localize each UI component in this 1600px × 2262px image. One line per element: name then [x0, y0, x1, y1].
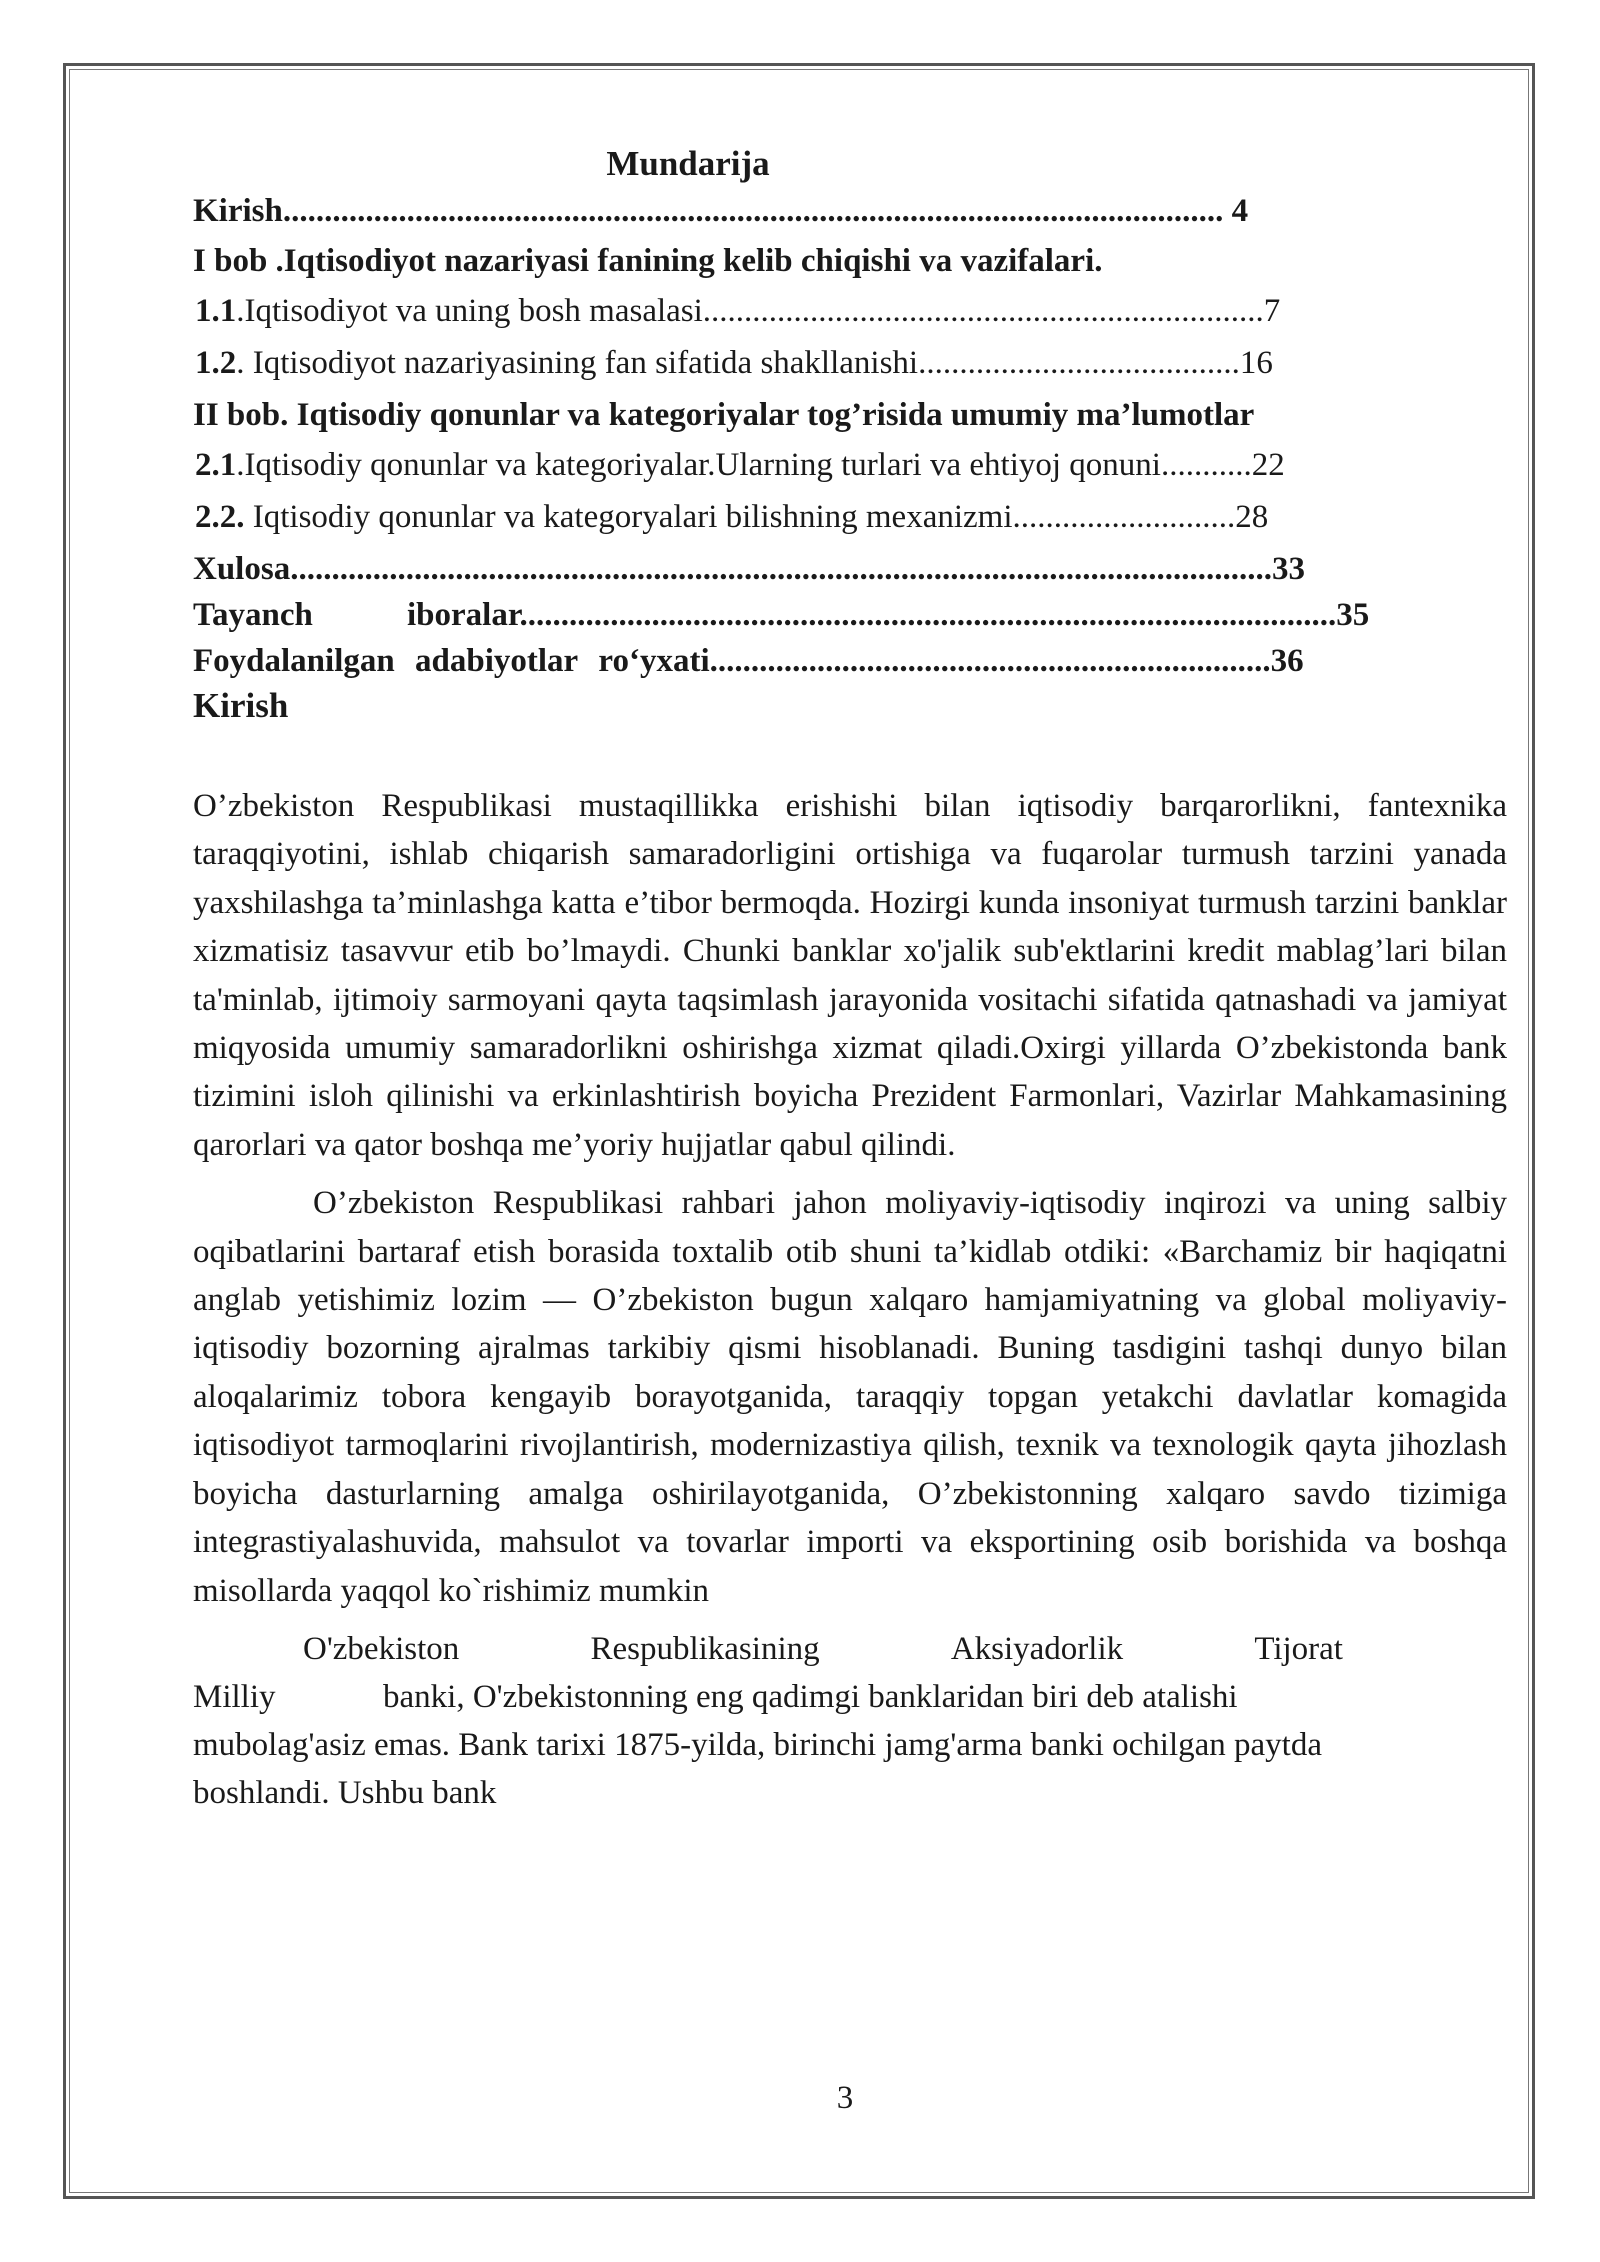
page-number: 3: [836, 2080, 854, 2116]
toc-number: 1.2: [195, 345, 237, 381]
toc-chapter-1: I bob .Iqtisodiyot nazariyasi fanining kelib chiqishi va vazifalari.: [193, 243, 1103, 279]
toc-word: Foydalanilgan: [193, 643, 395, 679]
toc-item-1-2: [195, 340, 1507, 386]
paragraph-2: O’zbekiston Respublikasi rahbari jahon moliyaviy-iqtisodiy inqirozi va uning salbiy oqibatlarini bartaraf etish borasida toxtalib otib shuni ta’kidlab otdiki: «Barchamiz bir haqiqatni anglab yetishimiz lozim — O’zbekiston bugun xalqaro hamjamiyatning va global moliyaviy-iqtisodiy bozorning ajralmas tarkibiy qismi hisoblanadi. Buning tasdigini tashqi dunyo bilan aloqalarimiz tobora kengayib borayotganida, taraqqiy topgan yetakchi davlatlar komagida iqtisodiyot tarmoqlarini rivojlantirish, modernizastiya qilish, texnik va texnologik qayta jihozlash boyicha dasturlarning amalga oshirilayotganida, O’zbekistonning xalqaro savdo tizimiga integrastiyalashuvida, mahsulot va tovarlar importi va eksportining osib borishida va boshqa misollarda yaqqol ko`rishimiz mumkin: [193, 1185, 1507, 1609]
toc-text: Iqtisodiy qonunlar va kategoryalari bilishning mexanizmi...........................28: [244, 499, 1269, 535]
paragraph-3-line-3: mubolag'asiz emas. Bank tarixi 1875-yilda, birinchi jamg'arma banki ochilgan paytda: [193, 1726, 1322, 1763]
toc-title: Mundarija: [606, 144, 770, 183]
toc-text: .Iqtisodiyot va uning bosh masalasi....................................................................7: [236, 293, 1281, 329]
paragraph-1: O’zbekiston Respublikasi mustaqillikka erishishi bilan iqtisodiy barqarorlikni, fantexnika taraqqiyotini, ishlab chiqarish samaradorligini ortishiga va fuqarolar turmush tarzini yanada yaxshilashga ta’minlashga katta e’tibor bermoqda. Hozirgi kunda insoniyat turmush tarzini banklar xizmatisiz tasavvur etib bo’lmaydi. Chunki banklar xo'jalik sub'ektlarini kredit mablag’lari bilan ta'minlab, ijtimoiy sarmoyani qayta taqsimlash jarayonida vositachi sifatida qatnashadi va jamiyat miqyosida umumiy samaradorlikni oshirishga xizmat qiladi.Oxirgi yillarda O’zbekistonda bank tizimini isloh qilinishi va erkinlashtirish boyicha Prezident Farmonlari, Vazirlar Mahkamasining qarorlari va qator boshqa me’yoriy hujjatlar qabul qilindi.: [193, 788, 1507, 1163]
toc-chapter-2: II bob. Iqtisodiy qonunlar va kategoriyalar tog’risida umumiy ma’lumotlar: [193, 397, 1255, 433]
toc-item-tayanch-iboralar: [193, 592, 1507, 638]
word: Aksiyadorlik: [950, 1630, 1124, 1667]
word: O'zbekiston: [303, 1630, 460, 1667]
paragraph-3-line-1: [193, 1625, 1343, 1673]
toc-text: ro‘yxati....................................................................36: [598, 643, 1304, 679]
text: banki, O'zbekistonning eng qadimgi banklaridan biri deb atalishi: [383, 1678, 1238, 1715]
toc-item-2-1: [195, 442, 1507, 488]
toc-item-1-1: [195, 288, 1507, 334]
word: Respublikasining: [590, 1630, 820, 1667]
toc-item-2-2: [195, 494, 1507, 540]
toc-text: .Iqtisodiy qonunlar va kategoriyalar.Ularning turlari va ehtiyoj qonuni...........22: [236, 447, 1285, 483]
toc-word: Tayanch: [193, 597, 313, 633]
toc-item-foydalanilgan-adabiyotlar: [193, 638, 1507, 684]
kirish-heading: Kirish: [193, 686, 289, 725]
word: Milliy: [193, 1678, 276, 1715]
page-content: [193, 140, 1507, 1817]
toc-number: 2.1: [195, 447, 237, 483]
paragraph-3-line-4: boshlandi. Ushbu bank: [193, 1774, 497, 1811]
toc-text: . Iqtisodiyot nazariyasining fan sifatida shakllanishi.......................................16: [236, 345, 1273, 381]
word: Tijorat: [1254, 1630, 1343, 1667]
toc-number: 2.2.: [195, 499, 245, 535]
toc-text: iboralar...................................................................................................35: [407, 597, 1370, 633]
toc-number: 1.1: [195, 293, 237, 329]
paragraph-3: [193, 1625, 1507, 1817]
toc-item-kirish: Kirish.................................................................................................................. 4: [193, 193, 1249, 229]
toc-word: adabiyotlar: [414, 643, 579, 679]
toc-item-xulosa: Xulosa.......................................................................................................................33: [193, 551, 1305, 587]
paragraph-3-line-2: [193, 1673, 1507, 1721]
